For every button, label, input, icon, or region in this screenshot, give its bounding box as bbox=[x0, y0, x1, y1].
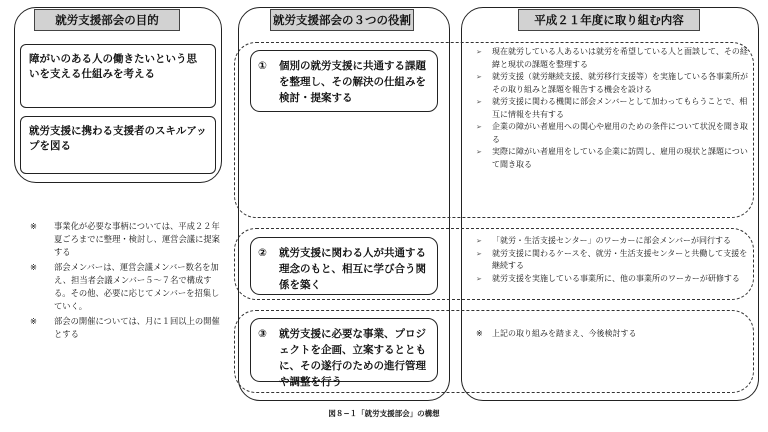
role-text-2: 就労支援に関わる人が共通する理念のもと、相互に学び合う関係を築く bbox=[279, 247, 426, 291]
role-text-1: 個別の就労支援に共通する課題を整理し、その解決の仕組みを検討・提案する bbox=[279, 60, 426, 104]
list-item: ➢ 実際に障がい者雇用をしている企業に訪問し、雇用の現状と課題について聞き取る bbox=[476, 147, 748, 169]
bullet-arrow-icon: ➢ bbox=[476, 98, 482, 106]
role-box-1 bbox=[250, 50, 438, 112]
bullet-arrow-icon: ➢ bbox=[476, 249, 482, 258]
purpose-header: 就労支援部会の目的 bbox=[34, 9, 180, 31]
initiative-group-2 bbox=[476, 235, 748, 285]
role-text-3: 就労支援に必要な事業、プロジェクトを企画、立案するとともに、その遂行のための進行管理や調整を行う bbox=[279, 328, 426, 388]
list-item: ➢ 就労支援に関わるケースを、就労・生活支援センターと共働して支援を継続する bbox=[476, 248, 748, 270]
purpose-box-2: 就労支援に携わる支援者のスキルアップを図る bbox=[20, 116, 216, 174]
initiatives-header: 平成２１年度に取り組む内容 bbox=[518, 9, 700, 31]
role-box-3 bbox=[250, 318, 438, 388]
figure-caption: 図８−１「就労支援部会」の構想 bbox=[328, 409, 440, 418]
list-item: ➢ 就労支援を実施している事業所に、他の事業所のワーカーが研修する bbox=[476, 273, 748, 286]
initiative-group-3 bbox=[476, 328, 748, 341]
bullet-arrow-icon: ➢ bbox=[476, 48, 482, 56]
list-item: ※ 上記の取り組みを踏まえ、今後検討する bbox=[476, 328, 748, 341]
list-item: ➢ 就労支援に関わる機関に部会メンバーとして加わってもらうことで、相互に情報を共有する bbox=[476, 97, 748, 119]
note-item: ※ 部会メンバーは、運営会議メンバー数名を加え、担当者会議メンバー５～７名で構成する。その他、必要に応じてメンバーを招集していく。 bbox=[30, 262, 220, 311]
role-box-2 bbox=[250, 237, 438, 295]
initiative-group-1 bbox=[476, 46, 748, 171]
list-item: ➢ 企業の障がい者雇用への関心や雇用のための条件について状況を聞き取る bbox=[476, 122, 748, 144]
bullet-arrow-icon: ➢ bbox=[476, 237, 482, 245]
role-number-3: ③ bbox=[258, 328, 267, 340]
bullet-arrow-icon: ➢ bbox=[476, 73, 482, 81]
notes bbox=[30, 220, 220, 343]
note-item: ※ 部会の開催については、月に１回以上の開催とする bbox=[30, 316, 220, 339]
bullet-arrow-icon: ➢ bbox=[476, 274, 482, 283]
purpose-box-1: 障がいのある人の働きたいという思いを支える仕組みを考える bbox=[20, 44, 216, 108]
roles-header: 就労支援部会の３つの役割 bbox=[270, 9, 414, 31]
list-item: ➢ 「就労・生活支援センター」のワーカーに部会メンバーが同行する bbox=[476, 235, 748, 248]
bullet-arrow-icon: ➢ bbox=[476, 148, 482, 156]
role-number-2: ② bbox=[258, 247, 267, 259]
list-item: ➢ 就労支援（就労継続支援、就労移行支援等）を実施している各事業所がその取り組みと課題を報告する機会を設ける bbox=[476, 72, 748, 94]
note-item: ※ 事業化が必要な事柄については、平成２２年夏ごろまでに整理・検討し、運営会議に提案する bbox=[30, 221, 220, 257]
note-mark: ※ bbox=[476, 329, 483, 338]
list-item: ➢ 現在就労している人あるいは就労を希望している人と面談して、その経緯と現状の課題を整理する bbox=[476, 47, 748, 69]
bullet-arrow-icon: ➢ bbox=[476, 123, 482, 131]
role-number-1: ① bbox=[258, 60, 267, 72]
